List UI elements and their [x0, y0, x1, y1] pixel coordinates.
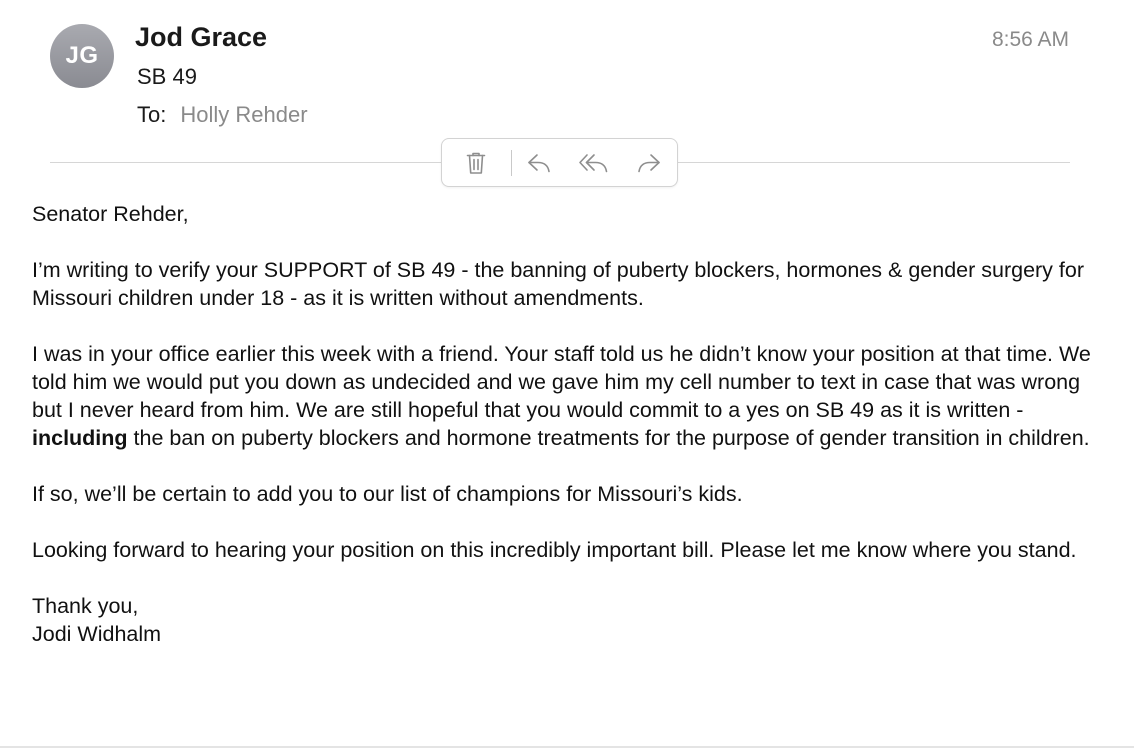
signature-name: Jodi Widhalm — [32, 622, 162, 646]
body-paragraph-2-emphasis: including — [32, 426, 128, 450]
trash-icon — [466, 151, 486, 175]
body-paragraph-4: Looking forward to hearing your position on this incredibly important bill. Please let me know where you stand. — [32, 538, 1077, 562]
message-body — [32, 200, 1102, 648]
sender-name[interactable]: Jod Grace — [135, 22, 268, 52]
reply-icon — [526, 152, 552, 174]
closing: Thank you, — [32, 594, 139, 618]
forward-button[interactable] — [622, 139, 677, 186]
greeting: Senator Rehder, — [32, 202, 189, 226]
body-paragraph-2-end: the ban on puberty blockers and hormone treatments for the purpose of gender transition in children. — [127, 426, 1090, 450]
recipient-row — [137, 102, 308, 128]
reply-all-button[interactable] — [567, 139, 622, 186]
body-paragraph-2-start: I was in your office earlier this week with a friend. Your staff told us he didn’t know your position at that time. We told him we would put you down as undecided and we gave him my cell number to text in case that was wrong but I never heard from him. We are still hopeful that you would commit to a yes on SB 49 as it is written - — [32, 342, 1091, 422]
forward-icon — [636, 152, 662, 174]
to-label: To: — [137, 102, 167, 127]
recipient-name[interactable]: Holly Rehder — [180, 102, 308, 127]
timestamp: 8:56 AM — [991, 28, 1069, 51]
signature-block — [32, 592, 1102, 648]
subject-line: SB 49 — [137, 64, 197, 89]
reply-button[interactable] — [512, 139, 567, 186]
reply-all-icon — [578, 152, 610, 174]
body-paragraph-2 — [32, 340, 1102, 452]
message-toolbar — [441, 138, 678, 187]
delete-button[interactable] — [442, 139, 511, 186]
body-paragraph-3: If so, we’ll be certain to add you to our list of champions for Missouri’s kids. — [32, 482, 743, 506]
avatar: JG — [50, 24, 114, 88]
body-paragraph-1: I’m writing to verify your SUPPORT of SB 49 - the banning of puberty blockers, hormones & gender surgery for Missouri children under 18 - as it is written without amendments. — [32, 258, 1084, 310]
